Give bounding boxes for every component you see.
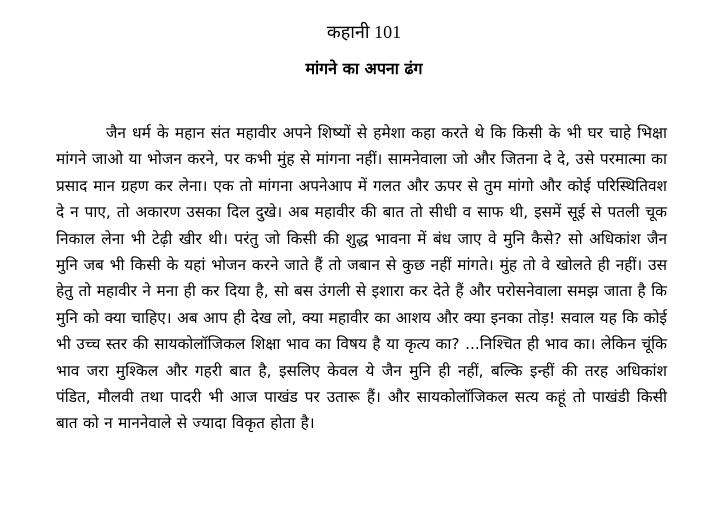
story-body-paragraph: जैन धर्म के महान संत महावीर अपने शिष्यों से हमेशा कहा करते थे कि किसी के भी घर चाहे भिक्षा मांगने जाओ या भोजन करने, पर कभी मुंह से मांगना नहीं। सामनेवाला जो और जितना दे दे, उसे परमात्मा का प्रसाद मान ग्रहण कर लेना। एक तो मांगना अपनेआप में गलत और ऊपर से तुम मांगो और कोई परिस्थितिवश दे न पाए, तो अकारण उसका दिल दुखे। अब महावीर की बात तो सीधी व साफ थी, इसमें सूई से पतली चूक निकाल लेना भी टेढ़ी खीर थी। परंतु जो किसी की शुद्ध भावना में बंध जाए वे मुनि कैसे? सो अधिकांश जैन मुनि जब भी किसी के यहां भोजन करने जाते हैं तो जबान से कुछ नहीं मांगते। मुंह तो वे खोलते ही नहीं। उस हेतु तो महावीर ने मना ही कर दिया है, सो बस उंगली से इशारा कर देते हैं और परोसनेवाला समझ जाता है कि मुनि को क्या चाहिए। अब आप ही देख लो, क्या महावीर का आशय और क्या इनका तोड़! सवाल यह कि कोई भी उच्च स्तर की सायकोलॉजिकल शिक्षा भाव का विषय है या कृत्य का? ...निश्चित ही भाव का। लेकिन चूंकि भाव जरा मुश्किल और गहरी बात है, इसलिए केवल ये जैन मुनि ही नहीं, बल्कि इन्हीं की तरह अधिकांश पंडित, मौलवी तथा पादरी भी आज पाखंड पर उतारू हैं। और सायकोलॉजिकल सत्य कहूं तो पाखंडी किसी बात को न माननेवाले से ज्यादा विकृत होता है। [56,124,667,433]
story-number: कहानी 101 [326,22,402,42]
story-title: मांगने का अपना ढंग [305,59,423,78]
